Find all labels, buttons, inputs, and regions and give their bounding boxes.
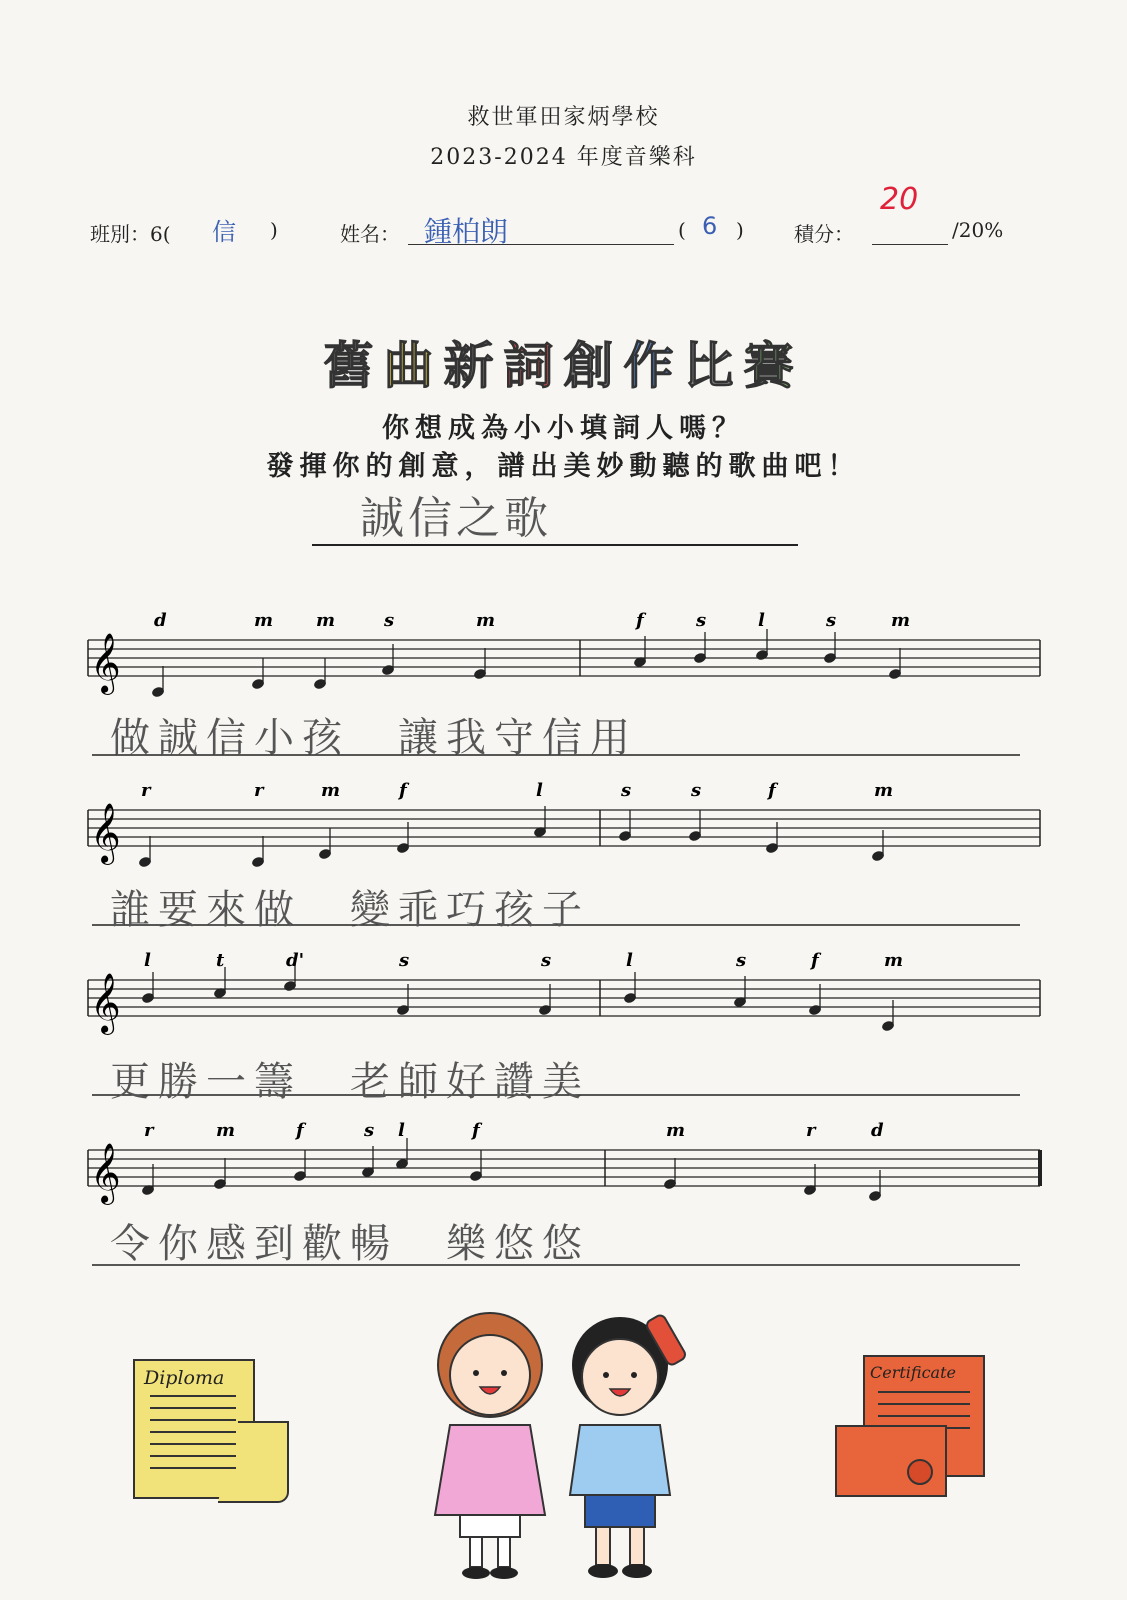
solfa-label: m (254, 610, 274, 631)
solfa-label: m (884, 950, 904, 971)
name-label: 姓名： (340, 222, 400, 246)
music-score (0, 600, 1127, 1300)
title-char-1: 曲 (383, 337, 444, 395)
title-char-5: 作 (623, 337, 684, 395)
year-subject: 2023-2024 年度音樂科 (430, 145, 697, 170)
solfa-label: f (636, 610, 644, 631)
diploma-label: Diploma (144, 1367, 225, 1389)
solfa-label: l (398, 1120, 405, 1141)
solfa-label: m (321, 780, 341, 801)
title-char-2: 新 (443, 337, 504, 395)
score-label: 積分： (794, 222, 854, 246)
class-label: 班別：6( (90, 222, 171, 246)
solfa-label: s (364, 1120, 375, 1141)
solfa-label: r (144, 1120, 154, 1141)
solfa-label: f (768, 780, 776, 801)
title-char-3: 詞 (503, 337, 564, 395)
score-underline (872, 244, 948, 245)
treble-clef-icon: 𝄞 (90, 1143, 121, 1203)
certificate-label: Certificate (870, 1363, 956, 1382)
solfa-label: s (384, 610, 395, 631)
solfa-label: r (254, 780, 264, 801)
song-title-underline (312, 544, 798, 546)
solfa-label: r (141, 780, 151, 801)
subtitle-line-1: 你想成為小小填詞人嗎？ (382, 413, 745, 444)
score-total: /20% (952, 218, 1004, 242)
solfa-label: r (806, 1120, 816, 1141)
lyrics-line-2: 誰要來做 變乖巧孩子 (110, 887, 590, 933)
solfa-label: t (216, 950, 225, 971)
solfa-label: f (472, 1120, 480, 1141)
number-open: ( (678, 218, 686, 242)
solfa-label: m (476, 610, 496, 631)
lyrics-line-1: 做誠信小孩 讓我守信用 (110, 715, 638, 761)
number-value: 6 (702, 212, 718, 240)
solfa-label: d (871, 1120, 884, 1141)
number-close: ) (736, 218, 744, 242)
solfa-label: l (144, 950, 151, 971)
title-char-7: 賽 (743, 337, 804, 395)
solfa-label: l (758, 610, 765, 631)
solfa-label: s (691, 780, 702, 801)
title-char-6: 比 (683, 337, 744, 395)
score-value: 20 (880, 182, 919, 217)
children-illustration (420, 1295, 710, 1585)
solfa-label: l (536, 780, 543, 801)
certificate-illustration (830, 1352, 1010, 1512)
solfa-label: m (891, 610, 911, 631)
school-name: 救世軍田家炳學校 (467, 105, 660, 130)
solfa-label: f (399, 780, 407, 801)
solfa-label: m (316, 610, 336, 631)
song-title: 誠信之歌 (360, 493, 552, 544)
solfa-label: s (399, 950, 410, 971)
solfa-label: f (296, 1120, 304, 1141)
diploma-illustration (128, 1352, 308, 1512)
name-value: 鍾柏朗 (424, 215, 509, 248)
solfa-label: s (621, 780, 632, 801)
title-char-0: 舊 (323, 337, 384, 395)
lyrics-line-3: 更勝一籌 老師好讚美 (110, 1059, 590, 1105)
treble-clef-icon: 𝄞 (90, 973, 121, 1033)
solfa-label: f (811, 950, 819, 971)
solfa-label: s (696, 610, 707, 631)
solfa-label: s (826, 610, 837, 631)
solfa-label: d' (286, 950, 305, 971)
name-underline (408, 244, 674, 245)
treble-clef-icon: 𝄞 (90, 633, 121, 693)
solfa-label: m (874, 780, 894, 801)
competition-title (0, 326, 1127, 398)
subtitle-line-2: 發揮你的創意，譜出美妙動聽的歌曲吧！ (266, 451, 861, 482)
solfa-label: d (154, 610, 167, 631)
student-info-line (90, 182, 1050, 250)
class-value: 信 (212, 218, 236, 246)
solfa-label: l (626, 950, 633, 971)
title-char-4: 創 (563, 337, 624, 395)
class-close: ) (270, 218, 278, 242)
solfa-label: m (666, 1120, 686, 1141)
solfa-label: s (541, 950, 552, 971)
lyrics-line-4: 令你感到歡暢 樂悠悠 (110, 1221, 590, 1267)
solfa-label: s (736, 950, 747, 971)
treble-clef-icon: 𝄞 (90, 803, 121, 863)
solfa-label: m (216, 1120, 236, 1141)
